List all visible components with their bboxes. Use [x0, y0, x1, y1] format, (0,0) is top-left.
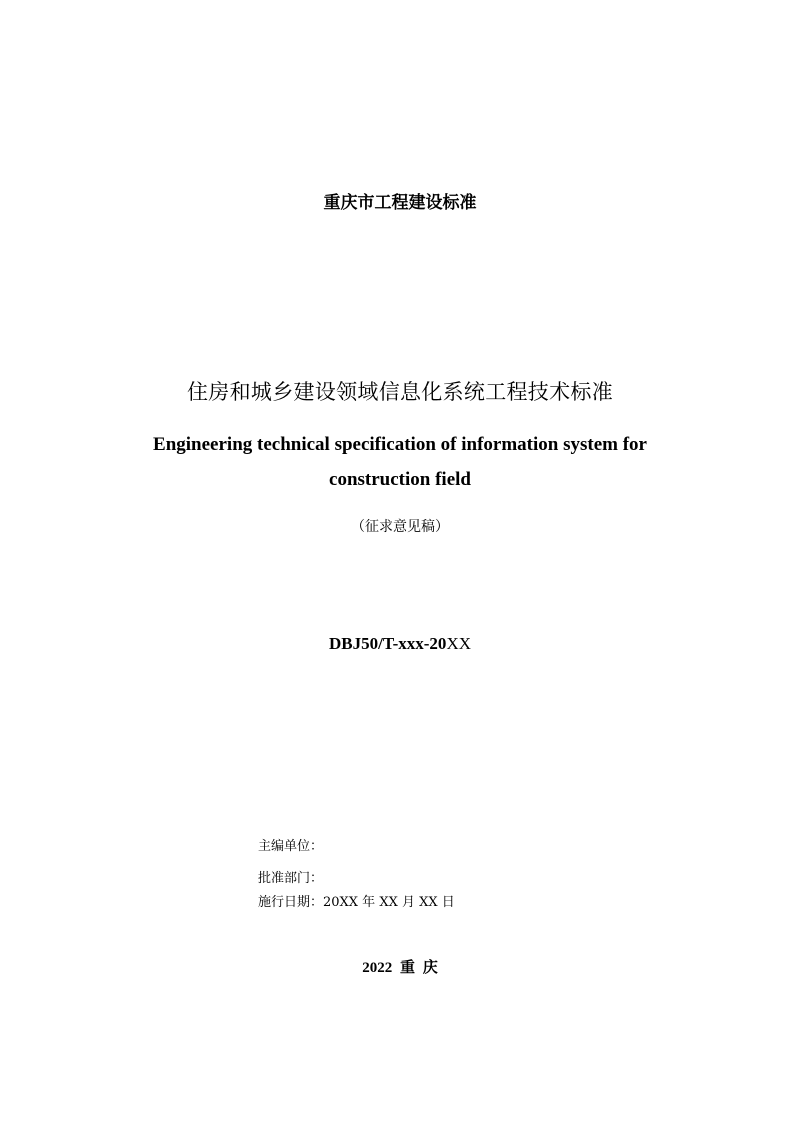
- standard-code: [0, 632, 800, 656]
- standard-category: 重庆市工程建设标准: [323, 193, 477, 213]
- standard-code-main: DBJ50/T-xxx-20: [328, 634, 447, 653]
- editor-unit-label: 主编单位：: [258, 839, 324, 854]
- year-and-place: 2022 重 庆: [362, 960, 438, 976]
- draft-status: （征求意见稿）: [351, 519, 449, 535]
- effective-date-line: 施行日期：20XX 年 XX 月 XX 日: [258, 895, 455, 910]
- document-title-chinese: 住房和城乡建设领域信息化系统工程技术标准: [187, 380, 613, 404]
- approval-department-label: 批准部门：: [258, 871, 324, 886]
- document-title-english-line-1: Engineering technical specification of information system for: [153, 434, 647, 455]
- standard-code-suffix: XX: [446, 634, 471, 653]
- document-title-english-line-2: construction field: [329, 469, 471, 490]
